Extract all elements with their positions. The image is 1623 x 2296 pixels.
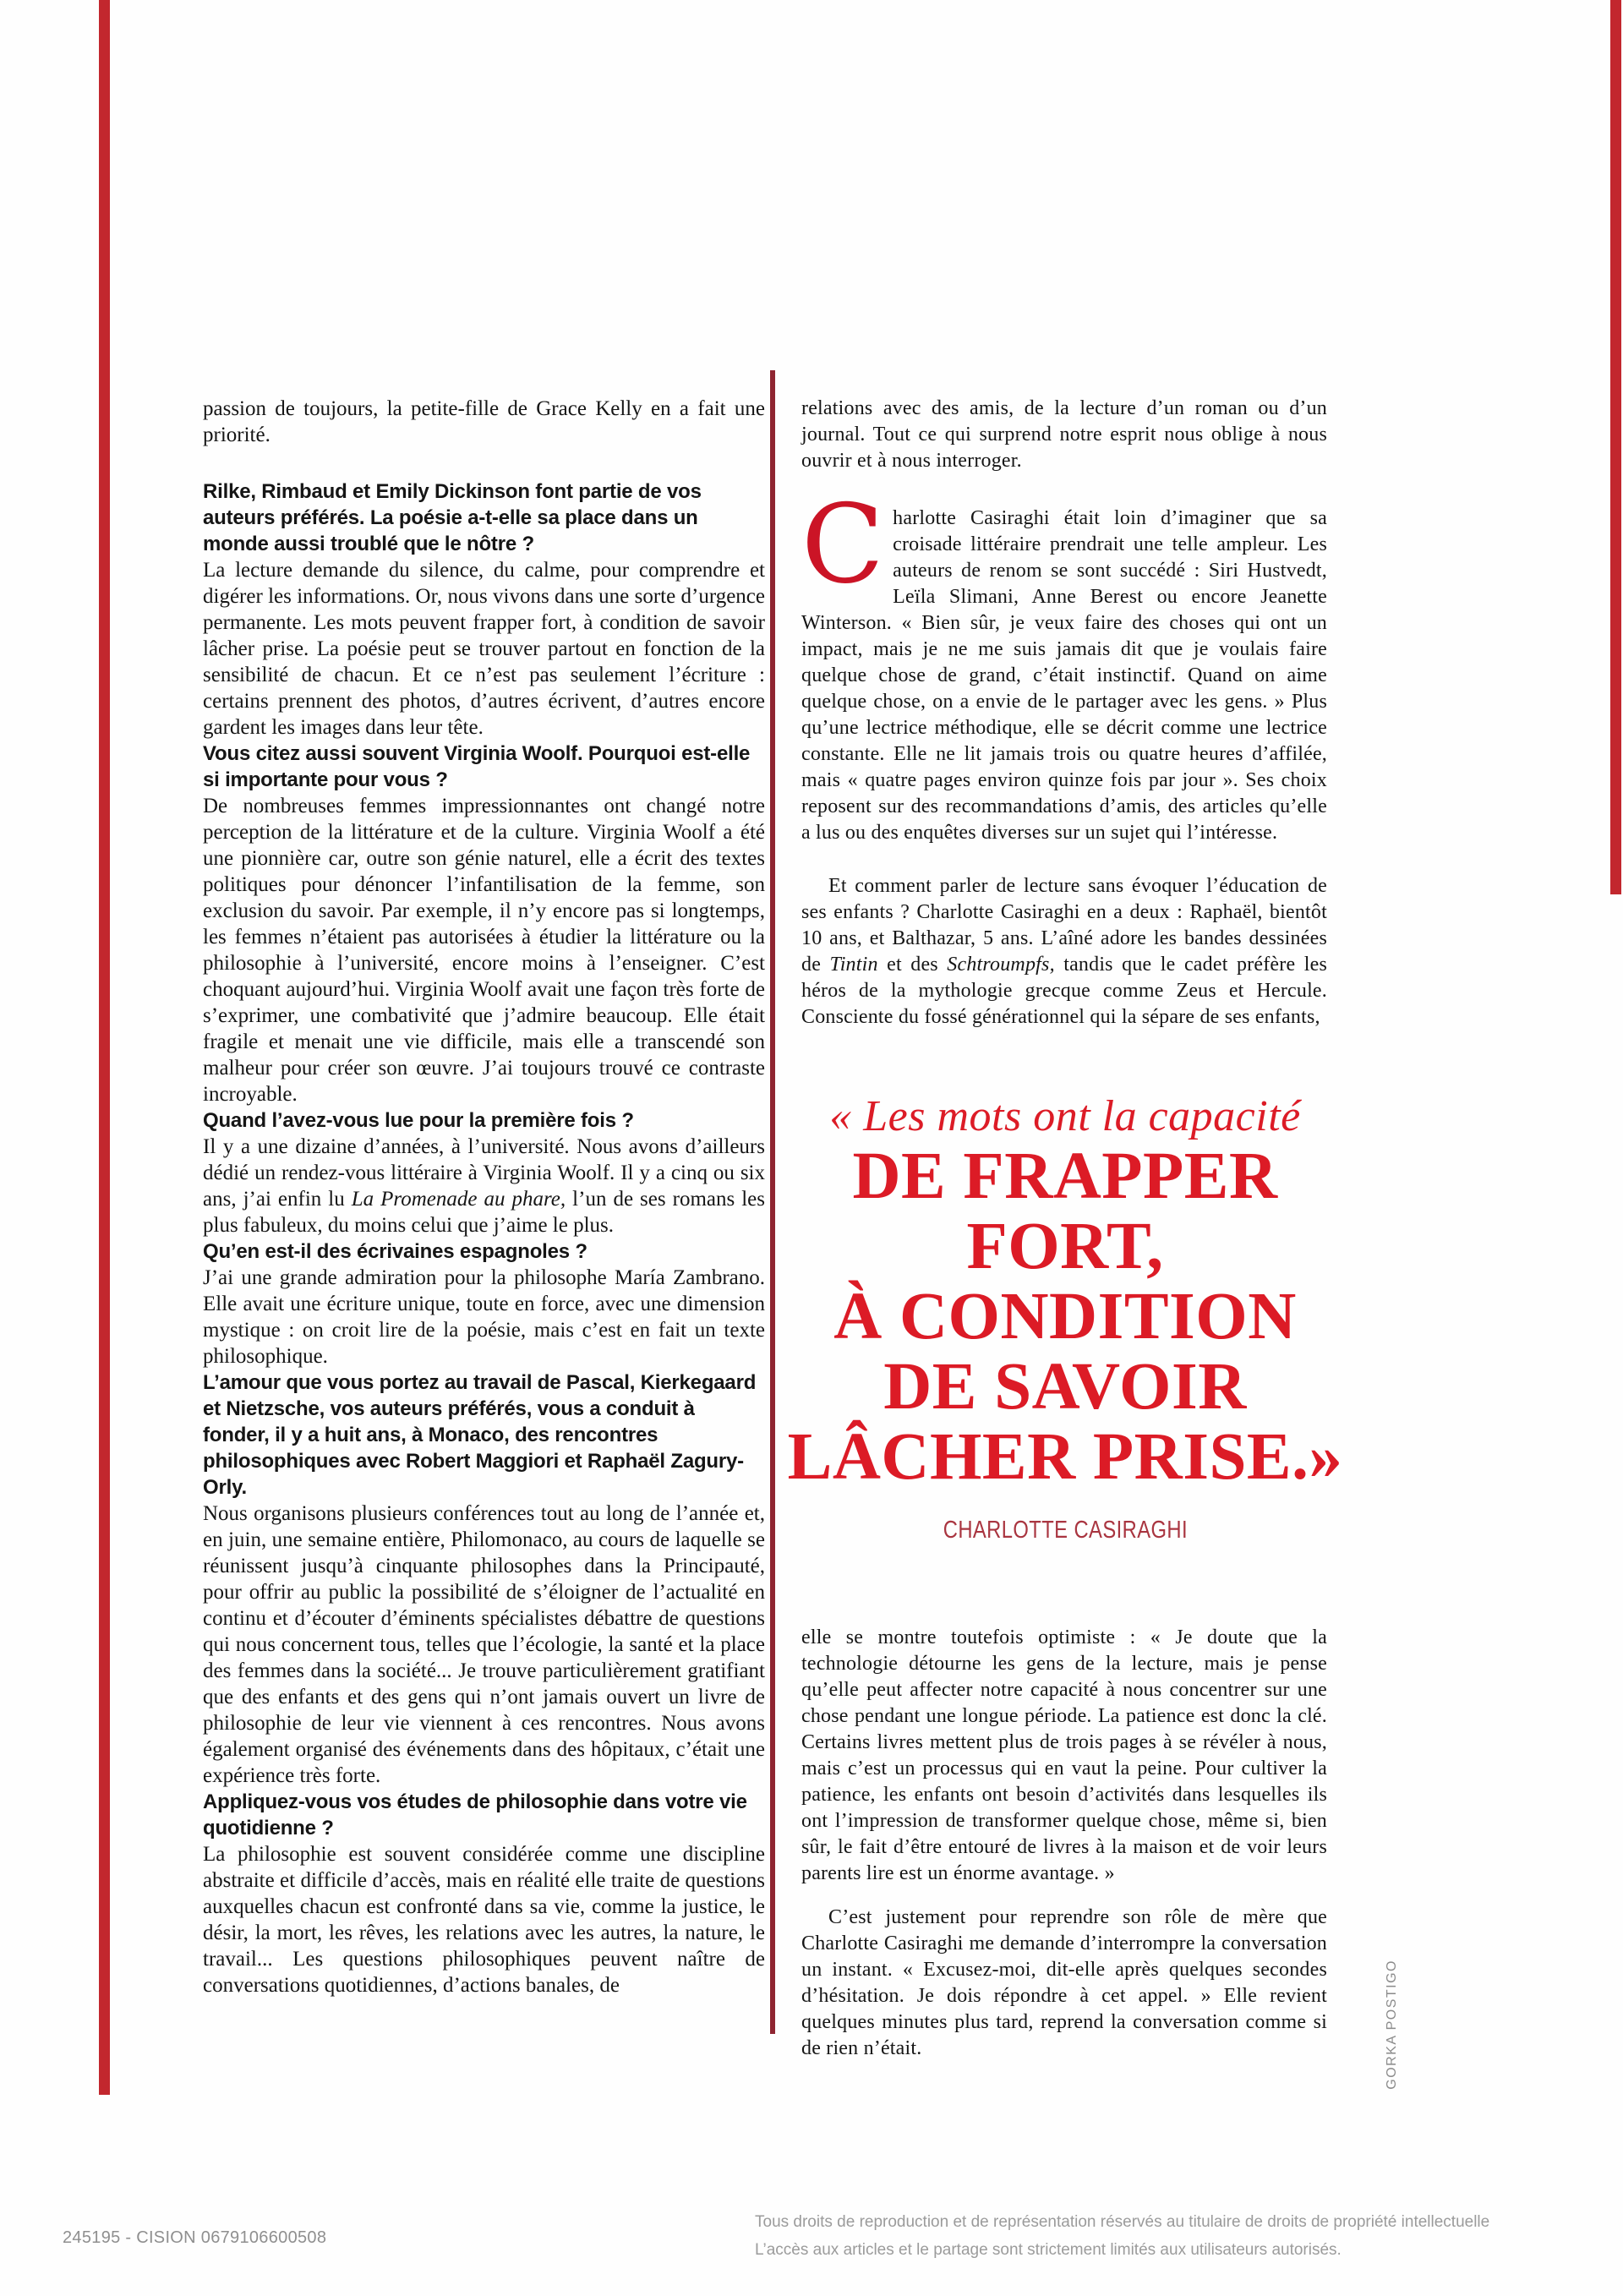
answer-text: l’un de ses romans les plus fabuleux, du moins celui que j’aime le plus. (203, 1188, 765, 1237)
column-divider-rule (770, 370, 775, 2034)
rights-line: Tous droits de reproduction et de représentation réservés au titulaire de droits de propriété intellectuelle (755, 2213, 1490, 2231)
paragraph-continuation: relations avec des amis, de la lecture d’un roman ou d’un journal. Tout ce qui surprend notre esprit nous oblige à nous ouvrir et à nous interroger. (801, 397, 1327, 472)
cision-clipping-id: 245195 - CISION 0679106600508 (63, 2228, 327, 2247)
photographer-credit: GORKA POSTIGO (1385, 1960, 1399, 2090)
pull-quote-line: FORT, (966, 1210, 1164, 1283)
pull-quote-line: DE FRAPPER (852, 1140, 1278, 1213)
rights-line: L’accès aux articles et le partage sont strictement limités aux utilisateurs autorisés. (755, 2241, 1342, 2259)
drop-cap-letter: C (801, 482, 885, 608)
pull-quote-line: À CONDITION (833, 1280, 1297, 1353)
pull-quote-line: LÂCHER PRISE.» (787, 1420, 1343, 1494)
pull-quote (786, 1092, 1344, 1544)
paragraph-text: et des (877, 954, 948, 976)
comic-title: Schtroumpfs, (947, 954, 1055, 976)
paragraph-continuation: passion de toujours, la petite-fille de Grace Kelly en a fait une priorité. (203, 397, 765, 446)
pull-quote-line: DE SAVOIR (883, 1350, 1247, 1424)
interview-question: Vous citez aussi souvent Virginia Woolf. Pourquoi est-elle si importante pour vous ? (203, 742, 751, 791)
interview-answer (203, 1134, 765, 1238)
interview-answer: La lecture demande du silence, du calme, pour comprendre et digérer les informations. Or, nous vivons dans une sorte d’urgence permanente. Les mots peuvent frapper fort, à condition de savoir lâcher prise. La poésie peut se trouver partout en fonction de la sensibilité de chacun. Et ce n’est pas seulement l’écriture : certains prennent des photos, d’autres écrivent, d’autres encore gardent les images dans leur tête. (203, 559, 765, 739)
interview-answer: Nous organisons plusieurs conférences tout au long de l’année et, en juin, une semaine entière, Philomonaco, au cours de laquelle se réunissent jusqu’à cinquante philosophes dans la Principauté, pour offrir au public la possibilité de s’éloigner de l’actualité en continu et d’écouter d’éminents spécialistes débattre de questions qui nous concernent tous, telles que l’écologie, la santé et la place des femmes dans la société... Je trouve particulièrement gratifiant que des enfants et des gens qui n’ont jamais ouvert un livre de philosophie de leur vie viennent à ces rencontres. Nous avons également organisé des événements dans des hôpitaux, c’était une expérience très forte. (203, 1502, 765, 1787)
comic-title: Tintin (829, 954, 878, 976)
paragraph (801, 482, 1327, 846)
interview-answer: La philosophie est souvent considérée comme une discipline abstraite et difficile d’accès, mais en réalité elle traite de questions auxquelles chacun est confronté dans sa vie, comme la justice, le désir, la mort, les rêves, les relations avec les autres, la nature, le travail... Les questions philosophiques peuvent naître de conversations quotidiennes, d’actions banales, de (203, 1843, 765, 1997)
interview-question: L’amour que vous portez au travail de Pascal, Kierkegaard et Nietzsche, vos auteurs préférés, vous a conduit à fonder, il y a huit ans, à Monaco, des rencontres philosophiques avec Robert Maggiori et Raphaël Zagury-Orly. (203, 1371, 757, 1499)
right-column-paragraph (801, 873, 1327, 1030)
rights-notice (755, 2208, 1600, 2264)
paragraph-text: tandis que le cadet préfère les héros de la mythologie grecque comme Zeus et Hercule. Consciente du fossé générationnel qui la sépare de ses enfants, (801, 954, 1327, 1028)
interview-question: Appliquez-vous vos études de philosophie dans votre vie quotidienne ? (203, 1790, 747, 1840)
clipping-mark-left-bar (99, 0, 110, 2095)
interview-answer: De nombreuses femmes impressionnantes ont changé notre perception de la littérature et de la culture. Virginia Woolf a été une pionnière car, outre son génie naturel, elle a écrit des textes politiques pour dénoncer l’infantilisation de la femme, son exclusion du savoir. Par exemple, il n’y encore pas si longtemps, les femmes n’étaient pas autorisées à étudier la littérature ou la philosophie à l’université, encore moins à l’enseigner. C’est choquant aujourd’hui. Virginia Woolf avait une façon très forte de s’exprimer, une combativité que j’admire beaucoup. Elle était fragile et menait une vie difficile, mais elle a transcendé son malheur pour créer son œuvre. J’ai toujours trouvé ce contraste incroyable. (203, 795, 765, 1106)
right-column-intro (801, 396, 1327, 474)
paragraph-text: Et comment parler de lecture sans évoquer l’éducation de ses enfants ? Charlotte Casiraghi en a deux : Raphaël, bientôt 10 ans, et Balthazar, 5 ans. L’aîné adore les bandes dessinées de (801, 875, 1327, 976)
clipping-mark-right-bar (1610, 0, 1621, 894)
interview-question: Qu’en est-il des écrivaines espagnoles ? (203, 1240, 587, 1263)
pull-quote-attribution: CHARLOTTE CASIRAGHI (943, 1517, 1188, 1544)
answer-text: Il y a une dizaine d’années, à l’université. Nous avons d’ailleurs dédié un rendez-vous littéraire à Virginia Woolf. Il y a cinq ou six ans, j’ai enfin lu (203, 1135, 765, 1211)
interview-question: Rilke, Rimbaud et Emily Dickinson font partie de vos auteurs préférés. La poésie a-t-elle sa place dans un monde aussi troublé que le nôtre ? (203, 480, 702, 555)
paragraph (801, 873, 1327, 1030)
book-title: La Promenade au phare, (351, 1188, 566, 1211)
paragraph-text: harlotte Casiraghi était loin d’imaginer que sa croisade littéraire prendrait une telle ampleur. Les auteurs de renom se sont succédé : Siri Hustvedt, Leïla Slimani, Anne Berest ou encore Jeanette Winterson. « Bien sûr, je veux faire des choses qui ont un impact, mais je ne me suis jamais dit que je voulais faire quelque chose de grand, c’était instinctif. Quand on aime quelque chose, on a envie de le partager avec les gens. » Plus qu’une lectrice méthodique, elle se décrit comme une lectrice constante. Elle ne lit jamais trois ou quatre heures d’affilée, mais « quatre pages environ quinze fois par jour ». Ses choix reposent sur des recommandations d’amis, des articles qu’elle a lus ou des enquêtes diverses sur un sujet qui l’intéresse. (801, 507, 1327, 844)
paragraph-text: C’est justement pour reprendre son rôle de mère que Charlotte Casiraghi me demande d’interrompre la conversation un instant. « Excusez-moi, dit-elle après quelques secondes d’hésitation. Je dois répondre à cet appel. » Elle revient quelques minutes plus tard, reprend la conversation comme si de rien n’était. (801, 1906, 1327, 2059)
left-text-column (203, 396, 765, 1998)
pull-quote-intro: « Les mots ont la capacité (829, 1092, 1301, 1140)
right-column-dropcap-paragraph (801, 482, 1327, 846)
right-column-paragraph (801, 1625, 1327, 1887)
interview-question: Quand l’avez-vous lue pour la première fois ? (203, 1109, 634, 1132)
right-column-paragraph (801, 1905, 1327, 2062)
paragraph-text: elle se montre toutefois optimiste : « Je doute que la technologie détourne les gens de la lecture, mais je pense qu’elle peut affecter notre capacité à nous concentrer sur une chose pendant une longue période. La patience est donc la clé. Certains livres mettent plus de trois pages à se révéler à nous, mais c’est un processus qui en vaut la peine. Pour cultiver la patience, les enfants ont besoin d’activités dans lesquelles ils ont l’impression de transformer quelque chose, même si, bien sûr, le fait d’être entouré de livres à la maison et de voir leurs parents lire est un énorme avantage. » (801, 1626, 1327, 1884)
interview-answer: J’ai une grande admiration pour la philosophe María Zambrano. Elle avait une écriture unique, toute en force, avec une dimension mystique : on croit lire de la poésie, mais c’est en fait un texte philosophique. (203, 1266, 765, 1368)
